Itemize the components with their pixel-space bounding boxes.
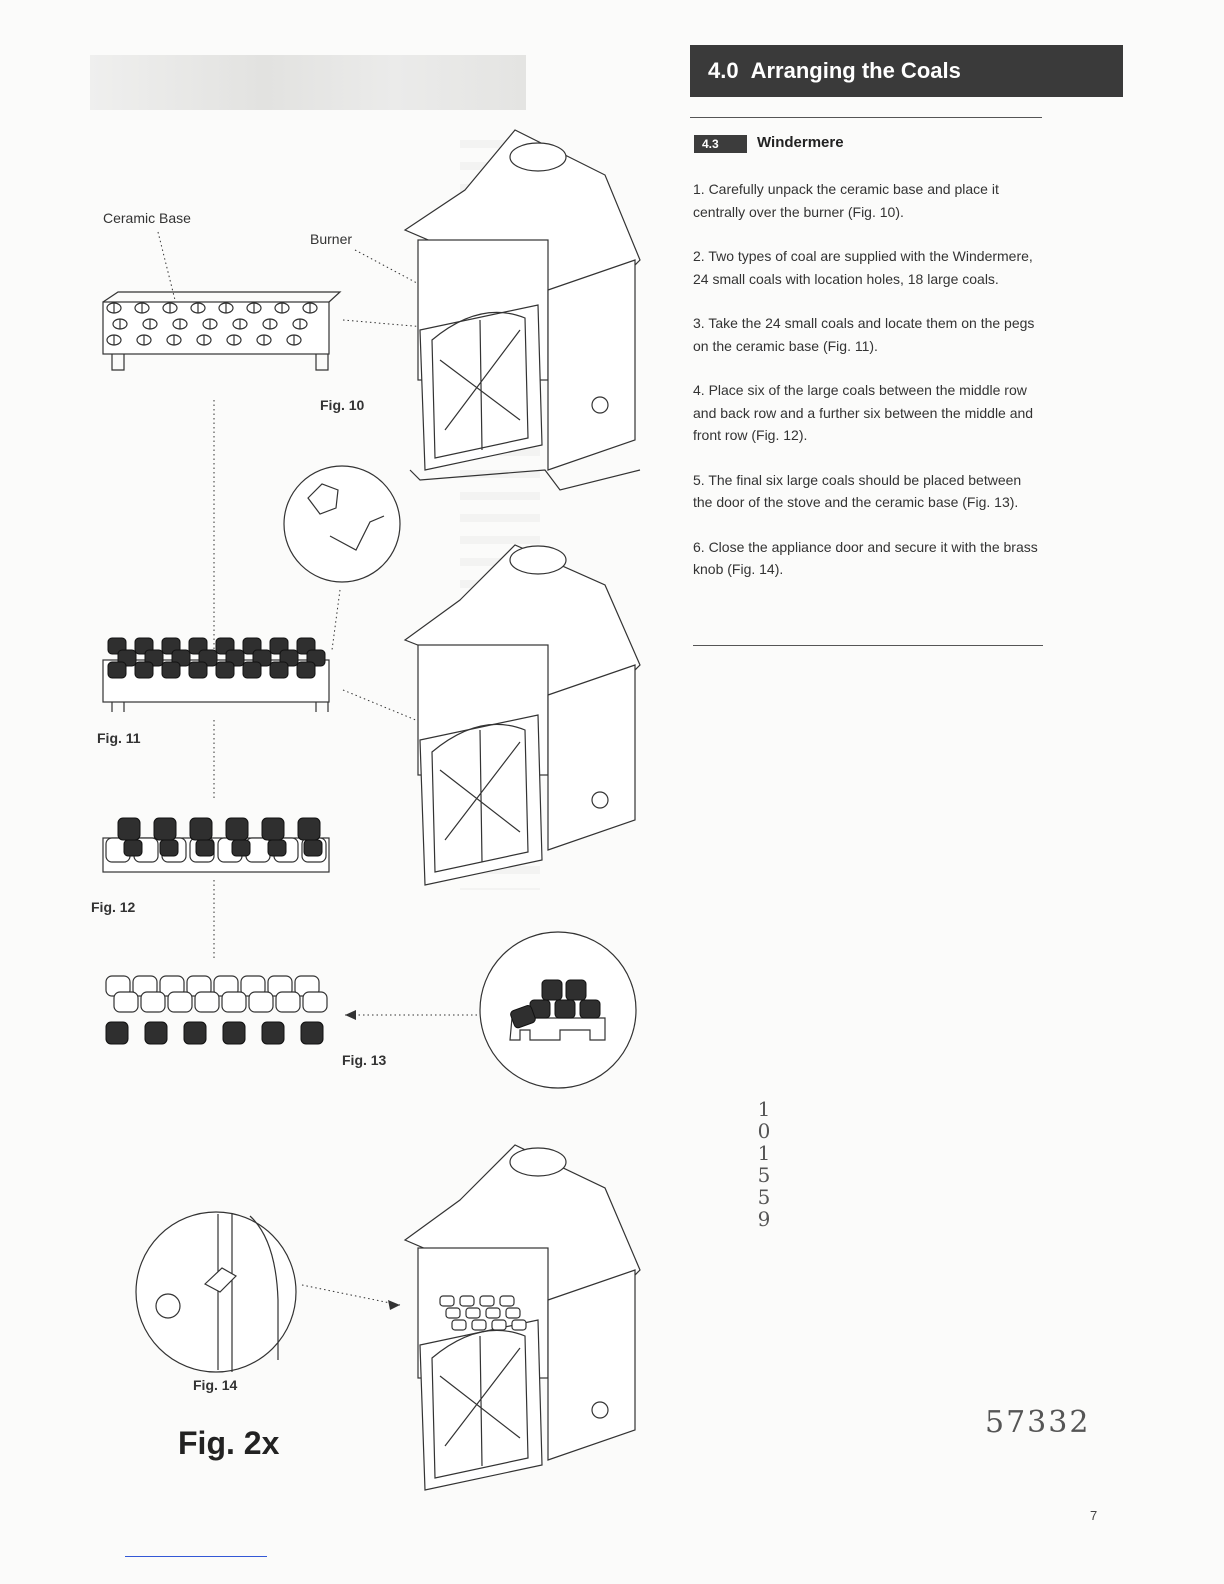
small-coal bbox=[189, 662, 207, 678]
ceramic-base-callout: Ceramic Base bbox=[103, 210, 191, 226]
fig-12-label: Fig. 12 bbox=[91, 899, 136, 915]
small-coal bbox=[243, 662, 261, 678]
small-coal bbox=[216, 662, 234, 678]
stove-coal bbox=[486, 1308, 500, 1318]
stove-drawing-2 bbox=[405, 545, 640, 885]
bottom-rule bbox=[693, 645, 1043, 646]
instruction-step: 6. Close the appliance door and secure it with the brass knob (Fig. 14). bbox=[693, 538, 1038, 577]
stove-coal bbox=[440, 1296, 454, 1306]
section-header bbox=[690, 45, 1123, 97]
fig-10-label: Fig. 10 bbox=[320, 397, 365, 413]
underline-mark bbox=[125, 1556, 267, 1557]
small-coal bbox=[162, 662, 180, 678]
large-coal bbox=[154, 818, 176, 840]
stove-coal bbox=[500, 1296, 514, 1306]
stove-coal bbox=[506, 1308, 520, 1318]
front-coal bbox=[106, 1022, 128, 1044]
large-coal-outline bbox=[249, 992, 273, 1012]
top-rule bbox=[690, 117, 1042, 118]
front-coal bbox=[301, 1022, 323, 1044]
horizontal-stamp: 57332 bbox=[985, 1405, 1091, 1440]
instruction-step: 2. Two types of coal are supplied with the Windermere, 24 small coals with location holes, 18 large coals. bbox=[693, 248, 1033, 287]
large-coal-outline bbox=[222, 992, 246, 1012]
stove-coal bbox=[512, 1320, 526, 1330]
small-coal bbox=[108, 662, 126, 678]
large-coal-outline bbox=[303, 992, 327, 1012]
instruction-step: 1. Carefully unpack the ceramic base and place it centrally over the burner (Fig. 10). bbox=[693, 181, 999, 220]
small-coal bbox=[270, 662, 288, 678]
instruction-step: 5. The final six large coals should be placed between the door of the stove and the ceramic base (Fig. 13). bbox=[693, 471, 1022, 510]
small-coal bbox=[297, 662, 315, 678]
large-coal-outline bbox=[168, 992, 192, 1012]
stove-coal bbox=[480, 1296, 494, 1306]
small-coal bbox=[160, 840, 178, 856]
large-coal-outline bbox=[114, 992, 138, 1012]
instruction-step: 3. Take the 24 small coals and locate them on the pegs on the ceramic base (Fig. 11). bbox=[693, 315, 1035, 354]
stove-drawing-1 bbox=[405, 130, 640, 490]
large-coal-outline bbox=[141, 992, 165, 1012]
front-coal bbox=[223, 1022, 245, 1044]
base-with-small-coals bbox=[103, 638, 329, 712]
figure-caption: Fig. 2x bbox=[178, 1425, 280, 1461]
front-coal bbox=[262, 1022, 284, 1044]
large-coal bbox=[262, 818, 284, 840]
small-coal bbox=[304, 840, 322, 856]
fig-14-label: Fig. 14 bbox=[193, 1377, 238, 1393]
small-coal bbox=[232, 840, 250, 856]
front-coal bbox=[184, 1022, 206, 1044]
section-title: Arranging the Coals bbox=[750, 58, 961, 83]
large-coal-outline bbox=[195, 992, 219, 1012]
large-coal-outline bbox=[276, 992, 300, 1012]
page-number: 7 bbox=[1090, 1508, 1098, 1523]
instruction-list bbox=[693, 178, 1043, 603]
stove-coal bbox=[492, 1320, 506, 1330]
fig-13-label: Fig. 13 bbox=[342, 1052, 387, 1068]
large-coal bbox=[298, 818, 320, 840]
small-coal bbox=[268, 840, 286, 856]
stove-coal bbox=[460, 1296, 474, 1306]
instruction-step: 4. Place six of the large coals between the middle row and back row and a further six between the middle and front row (Fig. 12). bbox=[693, 382, 1034, 443]
stove-coal bbox=[452, 1320, 466, 1330]
section-number: 4.0 bbox=[708, 58, 739, 83]
small-coal bbox=[124, 840, 142, 856]
small-coal bbox=[196, 840, 214, 856]
burner-callout: Burner bbox=[310, 231, 353, 247]
small-coal bbox=[135, 662, 153, 678]
ceramic-base-drawing bbox=[103, 292, 340, 370]
large-coal bbox=[190, 818, 212, 840]
large-coal bbox=[226, 818, 248, 840]
subsection-badge: 4.3 bbox=[694, 135, 747, 153]
final-coal-row bbox=[106, 976, 327, 1044]
base-with-large-coals bbox=[103, 818, 329, 872]
stove-coal bbox=[472, 1320, 486, 1330]
stove-coal bbox=[466, 1308, 480, 1318]
stove-drawing-3 bbox=[405, 1145, 640, 1490]
stove-coal bbox=[446, 1308, 460, 1318]
subsection-title: Windermere bbox=[757, 134, 844, 151]
vertical-stamp: 101559 bbox=[757, 1097, 771, 1231]
front-coal bbox=[145, 1022, 167, 1044]
large-coal bbox=[118, 818, 140, 840]
fig-11-label: Fig. 11 bbox=[97, 730, 141, 746]
